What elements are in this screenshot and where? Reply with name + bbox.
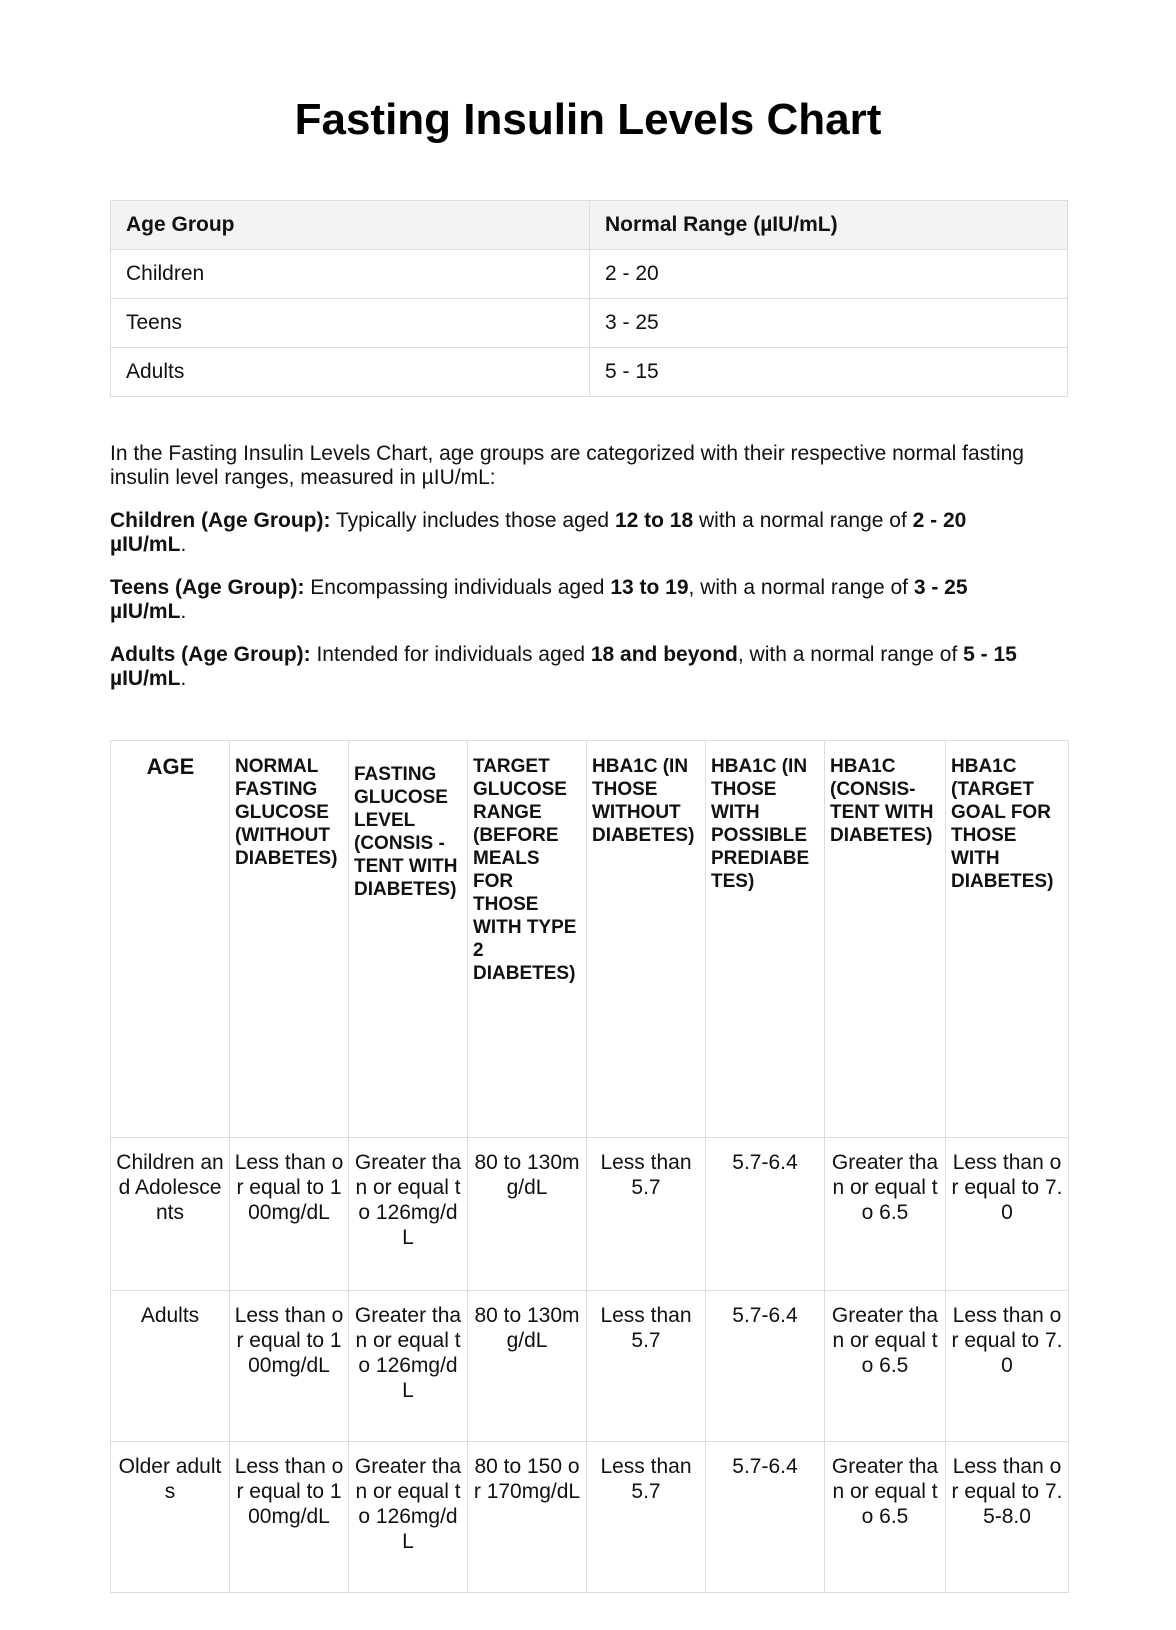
- paragraph-text: with a normal range of: [693, 509, 913, 532]
- paragraph-emphasis: 3 - 25 µIU/mL: [110, 576, 968, 623]
- table-cell: Less than or equal to 7.0: [946, 1291, 1069, 1442]
- paragraph-label: Adults (Age Group):: [110, 643, 311, 666]
- column-header-normal-range: Normal Range (µIU/mL): [590, 201, 1068, 250]
- paragraph-label: Children (Age Group):: [110, 509, 331, 532]
- column-header-target-glucose-range: TARGET GLUCOSE RANGE (BEFORE MEALS FOR THOSE WITH TYPE 2 DIABETES): [468, 741, 587, 1138]
- paragraph-emphasis: 13 to 19: [610, 576, 689, 599]
- age-cell: Children and Adolescents: [111, 1138, 230, 1291]
- age-group-cell: Adults: [111, 348, 590, 397]
- paragraph-emphasis: 5 - 15 µIU/mL: [110, 643, 1017, 690]
- column-header-hba1c-without-diabetes: HBA1C (IN THOSE WITHOUT DIABETES): [587, 741, 706, 1138]
- table-cell: 80 to 130mg/dL: [468, 1138, 587, 1291]
- column-header-hba1c-target: HBA1C (TARGET GOAL FOR THOSE WITH DIABETES): [946, 741, 1069, 1138]
- column-header-age-group: Age Group: [111, 201, 590, 250]
- table-cell: Greater than or equal to 6.5: [825, 1138, 946, 1291]
- teens-paragraph: [110, 576, 1040, 624]
- table-cell: Less than 5.7: [587, 1291, 706, 1442]
- table-cell: Less than or equal to 100mg/dL: [230, 1291, 349, 1442]
- paragraph-emphasis: 18 and beyond: [590, 643, 738, 666]
- table-cell: Greater than or equal to 6.5: [825, 1291, 946, 1442]
- paragraph-text: Encompassing individuals aged: [304, 576, 611, 599]
- paragraph-emphasis: 12 to 18: [614, 509, 694, 532]
- children-paragraph: [110, 509, 1040, 557]
- table-header-row: [111, 741, 1069, 1138]
- table-cell: Less than or equal to 7.0: [946, 1138, 1069, 1291]
- age-group-cell: Teens: [111, 299, 590, 348]
- description-section: [110, 442, 1040, 710]
- table-row: [111, 1442, 1069, 1593]
- table-cell: 80 to 150 or 170mg/dL: [468, 1442, 587, 1593]
- table-row: [111, 299, 1068, 348]
- table-cell: Greater than or equal to 126mg/dL: [349, 1138, 468, 1291]
- column-header-hba1c-diabetes: HBA1C (CONSIS- TENT WITH DIABETES): [825, 741, 946, 1138]
- table-cell: Less than or equal to 100mg/dL: [230, 1442, 349, 1593]
- column-header-fasting-glucose-diabetes: FASTING GLUCOSE LEVEL (CONSIS -TENT WITH DIABETES): [349, 741, 468, 1138]
- normal-range-cell: 5 - 15: [590, 348, 1068, 397]
- page-title: Fasting Insulin Levels Chart: [294, 95, 882, 144]
- paragraph-text: Typically includes those aged: [330, 509, 615, 532]
- paragraph-text: , with a normal range of: [737, 643, 964, 666]
- column-header-age: AGE: [111, 741, 230, 1138]
- paragraph-text: , with a normal range of: [688, 576, 914, 599]
- insulin-range-table: [110, 200, 1068, 397]
- table-cell: 5.7-6.4: [706, 1138, 825, 1291]
- paragraph-text: .: [180, 533, 187, 556]
- age-cell: Older adults: [111, 1442, 230, 1593]
- paragraph-text: .: [180, 600, 187, 623]
- table-cell: Greater than or equal to 6.5: [825, 1442, 946, 1593]
- table-row: [111, 348, 1068, 397]
- normal-range-cell: 2 - 20: [590, 250, 1068, 299]
- table-cell: 80 to 130mg/dL: [468, 1291, 587, 1442]
- table-row: [111, 1291, 1069, 1442]
- paragraph-text: Intended for individuals aged: [310, 643, 591, 666]
- table-cell: 5.7-6.4: [706, 1291, 825, 1442]
- intro-paragraph: In the Fasting Insulin Levels Chart, age groups are categorized with their respective normal fasting insulin level ranges, measured in µIU/mL:: [110, 442, 1024, 489]
- table-row: [111, 1138, 1069, 1291]
- paragraph-emphasis: 2 - 20 µIU/mL: [110, 509, 967, 556]
- column-header-hba1c-prediabetes: HBA1C (IN THOSE WITH POSSIBLE PREDIABE TES): [706, 741, 825, 1138]
- table-cell: Less than or equal to 100mg/dL: [230, 1138, 349, 1291]
- adults-paragraph: [110, 643, 1040, 691]
- table-cell: Less than 5.7: [587, 1442, 706, 1593]
- paragraph-text: .: [180, 667, 187, 690]
- glucose-hba1c-table: [110, 740, 1069, 1593]
- column-header-normal-fasting-glucose: NORMAL FASTING GLUCOSE (WITHOUT DIABETES): [230, 741, 349, 1138]
- age-cell: Adults: [111, 1291, 230, 1442]
- table-header-row: [111, 201, 1068, 250]
- table-row: [111, 250, 1068, 299]
- table-cell: 5.7-6.4: [706, 1442, 825, 1593]
- table-cell: Less than 5.7: [587, 1138, 706, 1291]
- age-group-cell: Children: [111, 250, 590, 299]
- table-cell: Greater than or equal to 126mg/dL: [349, 1291, 468, 1442]
- normal-range-cell: 3 - 25: [590, 299, 1068, 348]
- table-cell: Less than or equal to 7.5-8.0: [946, 1442, 1069, 1593]
- table-cell: Greater than or equal to 126mg/dL: [349, 1442, 468, 1593]
- paragraph-label: Teens (Age Group):: [110, 576, 305, 599]
